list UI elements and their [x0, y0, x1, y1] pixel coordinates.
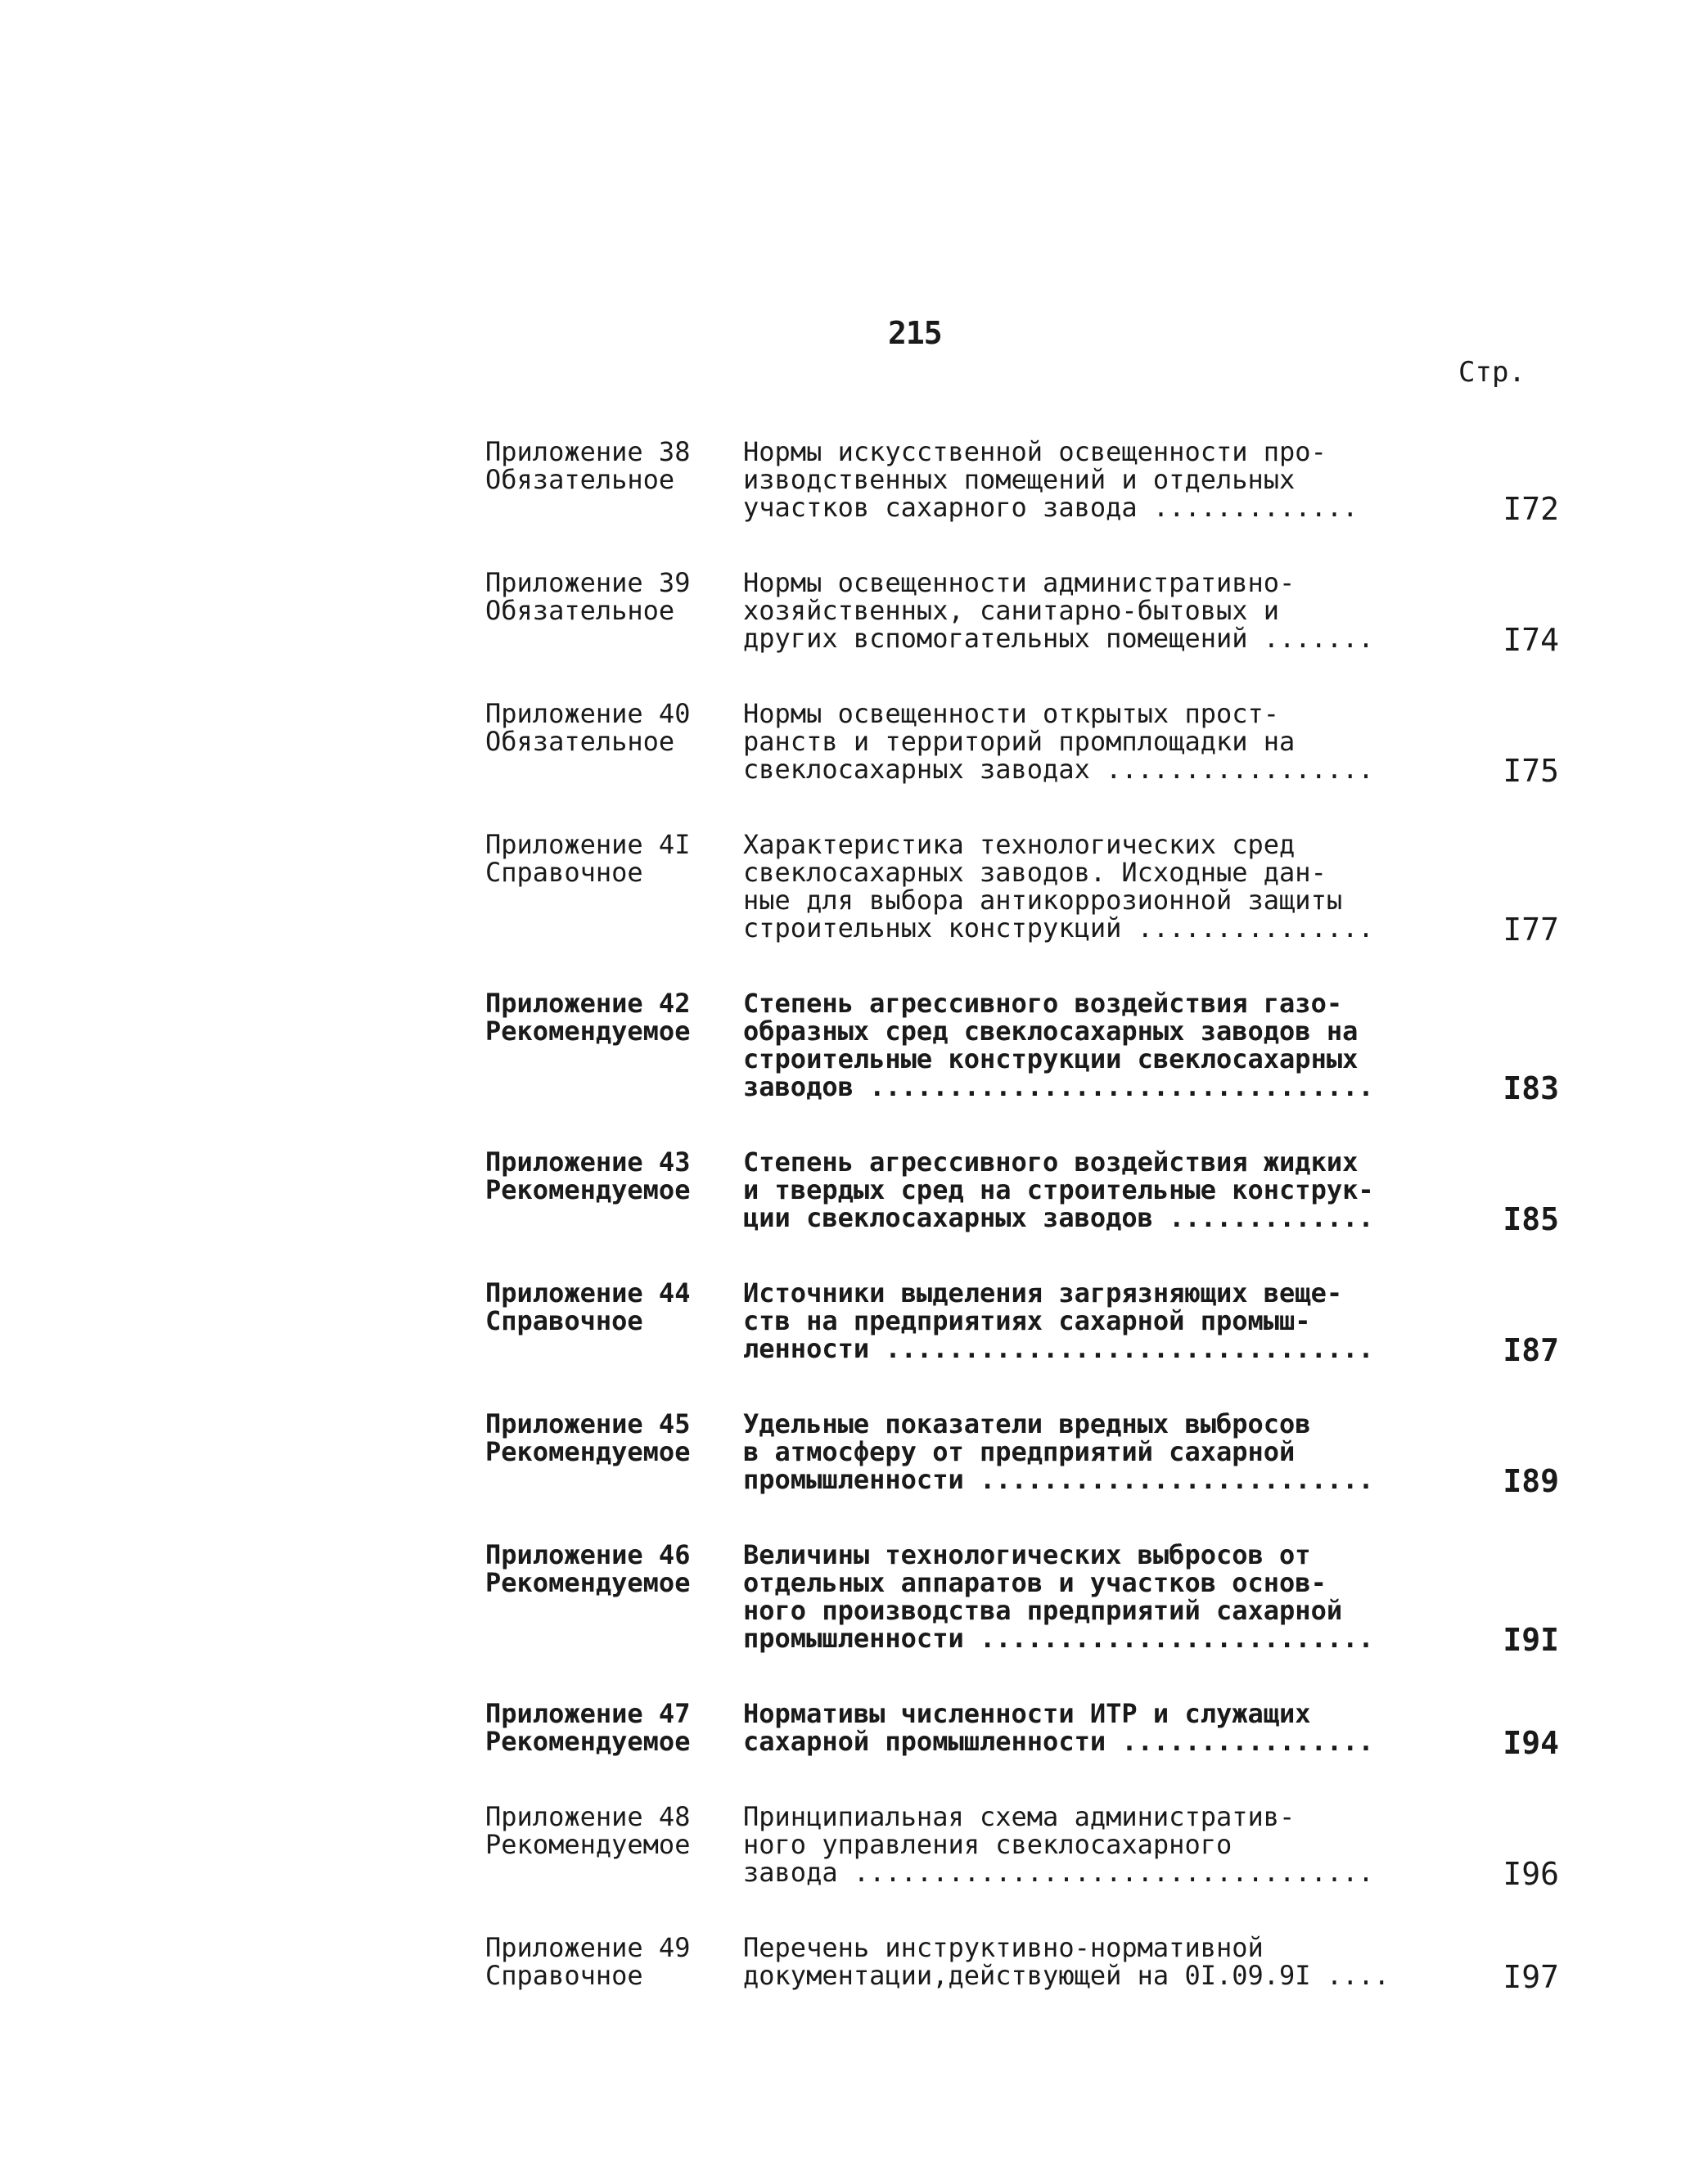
entry-title [743, 700, 1422, 783]
title-line: ного производства предприятий сахарной [743, 1595, 1343, 1626]
entry-page-number: I89 [1503, 1463, 1559, 1499]
entry-title [743, 831, 1422, 942]
title-line: завода ................................. [743, 1857, 1374, 1888]
appendix-label [485, 1541, 731, 1597]
title-line: Величины технологических выбросов от [743, 1539, 1311, 1570]
appendix-label [485, 1934, 731, 1989]
appendix-label [485, 569, 731, 624]
appendix-number: Приложение 46 [485, 1539, 691, 1570]
appendix-status: Обязательное [485, 726, 675, 757]
entry-page-number: I75 [1503, 753, 1559, 789]
appendix-status: Рекомендуемое [485, 1567, 691, 1598]
title-line: ного управления свеклосахарного [743, 1829, 1233, 1860]
entry-page-number: I94 [1503, 1725, 1559, 1761]
entry-page-number: I9I [1503, 1622, 1559, 1658]
entry-page-number: I72 [1503, 491, 1559, 527]
entry-title [743, 438, 1422, 521]
title-line: свеклосахарных заводов. Исходные дан- [743, 857, 1327, 888]
appendix-status: Рекомендуемое [485, 1726, 691, 1757]
toc-entry [485, 1801, 1559, 1892]
toc-entry [485, 1408, 1559, 1499]
title-line: отдельных аппаратов и участков основ- [743, 1567, 1327, 1598]
title-line: других вспомогательных помещений ....... [743, 623, 1374, 654]
appendix-label [485, 989, 731, 1045]
appendix-label [485, 1803, 731, 1858]
appendix-number: Приложение 39 [485, 567, 691, 598]
entry-title [743, 1700, 1422, 1755]
appendix-number: Приложение 43 [485, 1146, 691, 1178]
entry-title [743, 1541, 1422, 1652]
title-line: Степень агрессивного воздействия газо- [743, 988, 1343, 1019]
page-column-label: Стр. [1458, 356, 1525, 389]
title-line: свеклосахарных заводах ................. [743, 754, 1374, 785]
appendix-status: Рекомендуемое [485, 1829, 691, 1860]
title-line: Удельные показатели вредных выбросов [743, 1408, 1311, 1439]
appendix-number: Приложение 49 [485, 1932, 691, 1963]
appendix-status: Рекомендуемое [485, 1016, 691, 1047]
title-line: строительных конструкций ............... [743, 912, 1374, 944]
toc-entry [485, 698, 1559, 789]
entry-page-number: I96 [1503, 1856, 1559, 1892]
appendix-number: Приложение 45 [485, 1408, 691, 1439]
title-line: промышленности ......................... [743, 1464, 1374, 1495]
title-line: Степень агрессивного воздействия жидких [743, 1146, 1359, 1178]
title-line: Характеристика технологических сред [743, 829, 1296, 860]
title-line: и твердых сред на строительные конструк- [743, 1174, 1374, 1205]
toc-entry [485, 829, 1559, 948]
title-line: строительные конструкции свеклосахарных [743, 1043, 1359, 1074]
appendix-label [485, 1700, 731, 1755]
appendix-label [485, 1148, 731, 1204]
title-line: ленности ............................... [743, 1333, 1374, 1364]
appendix-label [485, 438, 731, 493]
title-line: ранств и территорий промплощадки на [743, 726, 1296, 757]
title-line: Источники выделения загрязняющих веще- [743, 1277, 1343, 1308]
entry-title [743, 1410, 1422, 1493]
table-of-contents [485, 438, 1559, 2037]
title-line: образных сред свеклосахарных заводов на [743, 1016, 1359, 1047]
toc-entry [485, 1539, 1559, 1658]
toc-entry [485, 1932, 1559, 1995]
title-line: промышленности ......................... [743, 1623, 1374, 1654]
appendix-number: Приложение 47 [485, 1698, 691, 1729]
appendix-status: Справочное [485, 857, 643, 888]
entry-page-number: I74 [1503, 622, 1559, 658]
title-line: Нормы освещенности открытых прост- [743, 698, 1280, 729]
appendix-number: Приложение 48 [485, 1801, 691, 1832]
entry-page-number: I83 [1503, 1070, 1559, 1106]
title-line: Принципиальная схема административ- [743, 1801, 1296, 1832]
appendix-status: Рекомендуемое [485, 1436, 691, 1467]
appendix-label [485, 1410, 731, 1466]
appendix-label [485, 831, 731, 886]
entry-page-number: I87 [1503, 1332, 1559, 1368]
title-line: ные для выбора антикоррозионной защиты [743, 885, 1343, 916]
appendix-label [485, 700, 731, 755]
toc-entry [485, 1698, 1559, 1761]
appendix-status: Обязательное [485, 464, 675, 495]
title-line: Перечень инструктивно-нормативной [743, 1932, 1264, 1963]
entry-title [743, 569, 1422, 652]
entry-title [743, 1803, 1422, 1886]
appendix-number: Приложение 4I [485, 829, 691, 860]
entry-page-number: I97 [1503, 1959, 1559, 1995]
appendix-number: Приложение 40 [485, 698, 691, 729]
entry-title [743, 1148, 1422, 1232]
entry-page-number: I77 [1503, 912, 1559, 948]
entry-title [743, 1279, 1422, 1363]
entry-title [743, 1934, 1422, 1989]
title-line: ств на предприятиях сахарной промыш- [743, 1305, 1311, 1336]
appendix-label [485, 1279, 731, 1335]
title-line: хозяйственных, санитарно-бытовых и [743, 595, 1280, 626]
appendix-number: Приложение 38 [485, 436, 691, 467]
toc-entry [485, 1277, 1559, 1368]
title-line: в атмосферу от предприятий сахарной [743, 1436, 1296, 1467]
appendix-status: Справочное [485, 1960, 643, 1991]
toc-entry [485, 1146, 1559, 1237]
title-line: Нормы освещенности административно- [743, 567, 1296, 598]
title-line: участков сахарного завода ............. [743, 492, 1359, 523]
appendix-number: Приложение 42 [485, 988, 691, 1019]
title-line: сахарной промышленности ................ [743, 1726, 1374, 1757]
title-line: Нормы искусственной освещенности про- [743, 436, 1327, 467]
title-line: Нормативы численности ИТР и служащих [743, 1698, 1311, 1729]
appendix-status: Справочное [485, 1305, 643, 1336]
title-line: изводственных помещений и отдельных [743, 464, 1296, 495]
title-line: заводов ................................ [743, 1071, 1374, 1102]
appendix-status: Рекомендуемое [485, 1174, 691, 1205]
appendix-status: Обязательное [485, 595, 675, 626]
entry-page-number: I85 [1503, 1201, 1559, 1237]
toc-entry [485, 988, 1559, 1106]
toc-entry [485, 436, 1559, 527]
entry-title [743, 989, 1422, 1101]
title-line: документации,действующей на 0I.09.9I .... [743, 1960, 1390, 1991]
title-line: ции свеклосахарных заводов ............. [743, 1202, 1374, 1233]
appendix-number: Приложение 44 [485, 1277, 691, 1308]
page-number: 215 [888, 315, 942, 351]
toc-entry [485, 567, 1559, 658]
